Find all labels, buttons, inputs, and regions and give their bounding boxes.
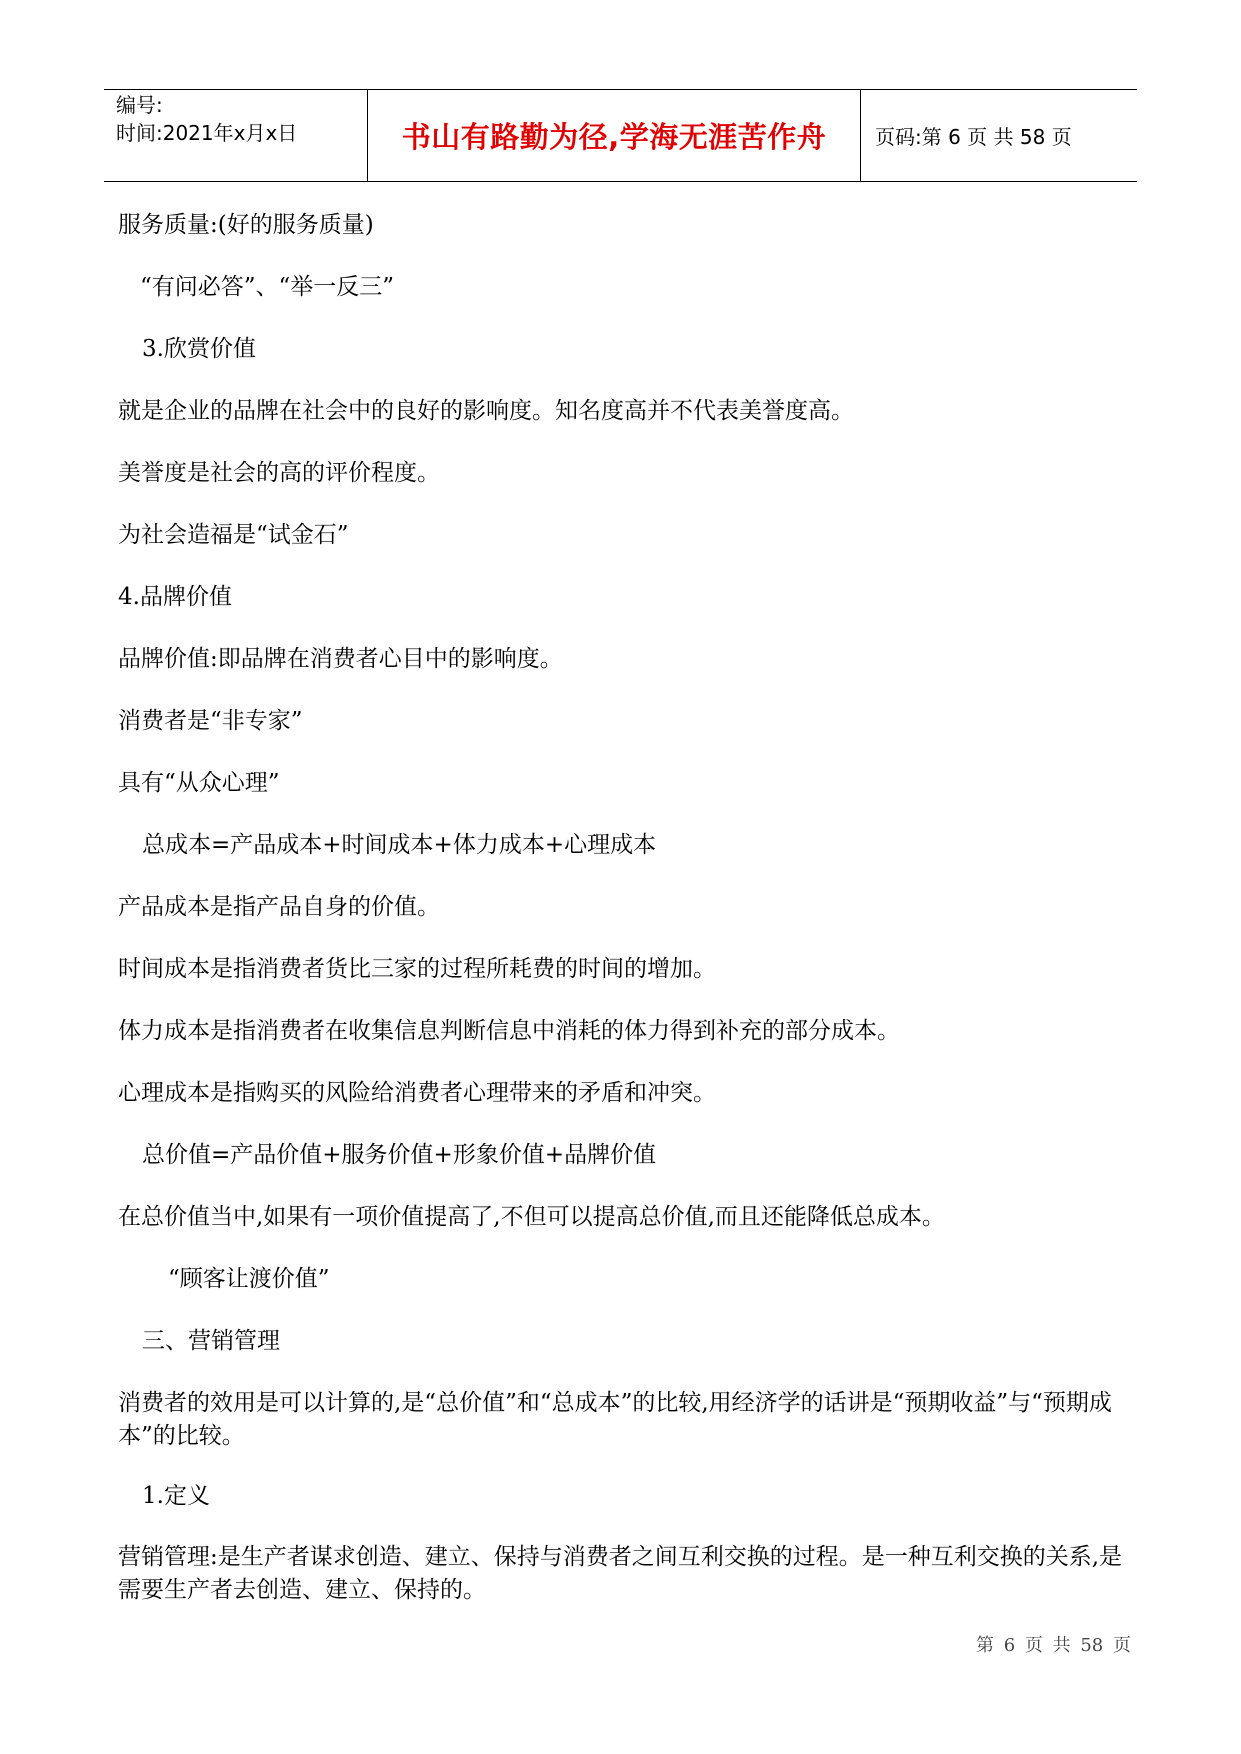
section-heading: 4.品牌价值 <box>118 584 232 610</box>
time-label: 时间:2021年x月x日 <box>116 121 298 145</box>
formula: 总价值=产品价值+服务价值+形象价值+品牌价值 <box>142 1142 657 1168</box>
paragraph: 服务质量:(好的服务质量) <box>118 212 374 238</box>
header-meta <box>104 90 368 181</box>
header-page-info: 页码:第 6 页 共 58 页 <box>875 125 1072 149</box>
paragraph: 消费者的效用是可以计算的,是“总价值”和“总成本”的比较,用经济学的话讲是“预期收益”与“预期成本”的比较。 <box>118 1390 1112 1449</box>
paragraph: 心理成本是指购买的风险给消费者心理带来的矛盾和冲突。 <box>118 1080 716 1106</box>
formula: 总成本=产品成本+时间成本+体力成本+心理成本 <box>142 832 657 858</box>
paragraph: 美誉度是社会的高的评价程度。 <box>118 460 440 486</box>
paragraph: 消费者是“非专家” <box>118 708 303 734</box>
page-footer: 第 6 页 共 58 页 <box>976 1635 1131 1656</box>
paragraph: “顾客让渡价值” <box>168 1266 330 1292</box>
section-heading: 1.定义 <box>142 1483 210 1509</box>
paragraph: 具有“从众心理” <box>118 770 280 796</box>
paragraph: 产品成本是指产品自身的价值。 <box>118 894 440 920</box>
header-motto-cell <box>368 90 861 181</box>
paragraph: 时间成本是指消费者货比三家的过程所耗费的时间的增加。 <box>118 956 716 982</box>
paragraph: 营销管理:是生产者谋求创造、建立、保持与消费者之间互利交换的过程。是一种互利交换的关系,是需要生产者去创造、建立、保持的。 <box>118 1544 1123 1603</box>
paragraph: 品牌价值:即品牌在消费者心目中的影响度。 <box>118 646 563 672</box>
motto-text: 书山有路勤为径,学海无涯苦作舟 <box>401 120 827 154</box>
paragraph: 就是企业的品牌在社会中的良好的影响度。知名度高并不代表美誉度高。 <box>118 398 854 424</box>
section-heading: 3.欣赏价值 <box>142 336 256 362</box>
paragraph: 为社会造福是“试金石” <box>118 522 349 548</box>
section-heading: 三、营销管理 <box>142 1328 280 1354</box>
paragraph: 在总价值当中,如果有一项价值提高了,不但可以提高总价值,而且还能降低总成本。 <box>118 1204 945 1230</box>
paragraph: 体力成本是指消费者在收集信息判断信息中消耗的体力得到补充的部分成本。 <box>118 1018 900 1044</box>
paragraph: “有问必答”、“举一反三” <box>140 274 395 300</box>
number-label: 编号: <box>116 93 163 117</box>
document-header <box>104 89 1137 182</box>
